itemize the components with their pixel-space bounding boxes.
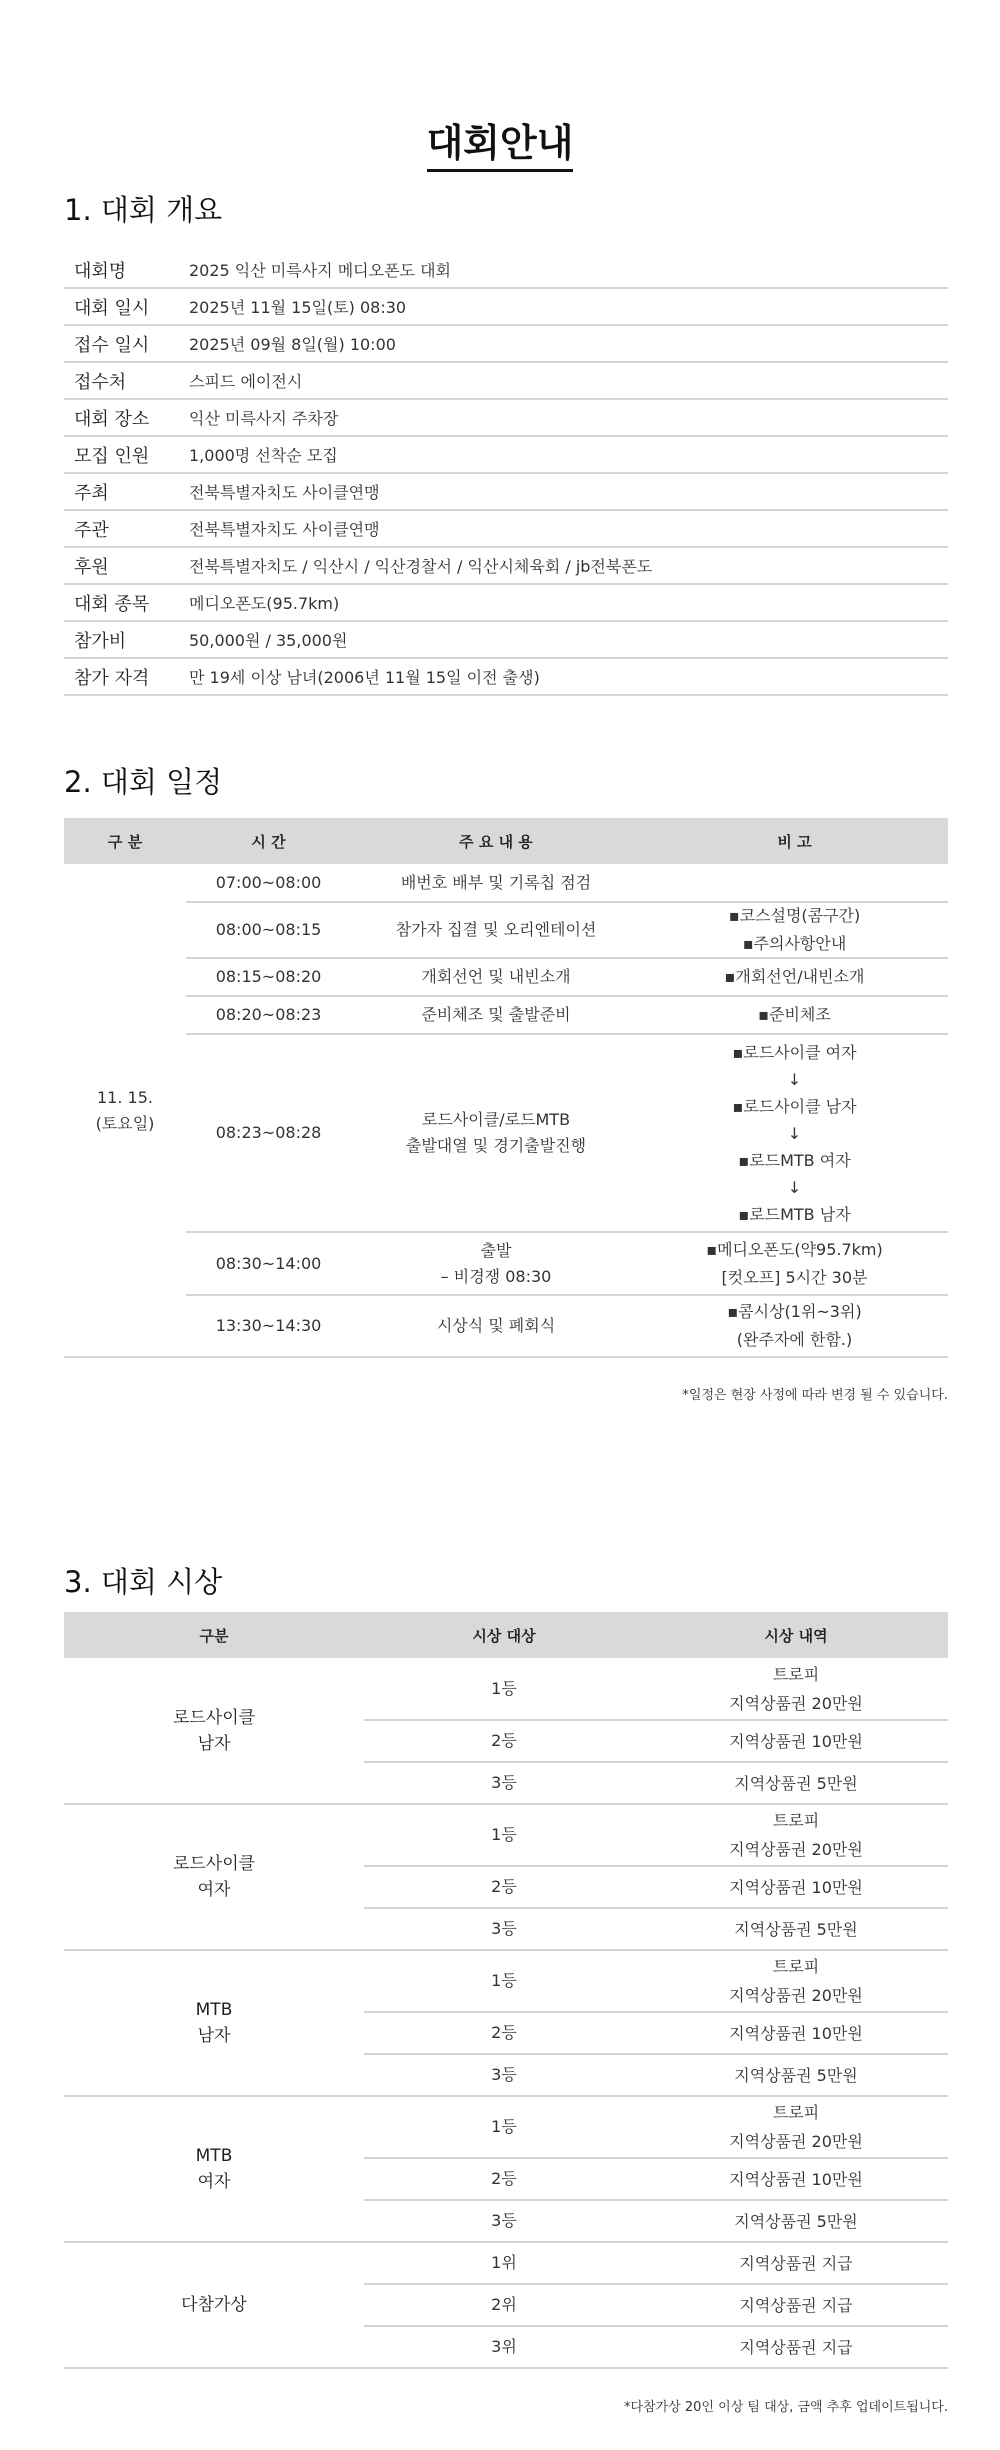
schedule-time: 08:30~14:00	[215, 1253, 322, 1273]
overview-row	[64, 585, 948, 622]
award-category-line: 여자	[197, 2172, 231, 2192]
schedule-content-line: 배번호 배부 및 기록칩 점검	[400, 873, 592, 892]
overview-value: 전북특별자치도 / 익산시 / 익산경찰서 / 익산시체육회 / jb전북폰도	[189, 557, 653, 576]
award-prize	[644, 2158, 948, 2200]
schedule-time: 08:20~08:23	[215, 1005, 322, 1024]
award-category-line: MTB	[195, 2146, 233, 2166]
award-prize	[644, 2012, 948, 2054]
overview-row	[64, 363, 948, 400]
schedule-footnote: *일정은 현장 사정에 따라 변경 될 수 있습니다.	[682, 1388, 948, 1403]
award-prize-line: 트로피	[772, 1665, 820, 1684]
award-prize	[644, 1866, 948, 1908]
section-awards-heading: 3. 대회 시상	[64, 1565, 223, 1599]
overview-table	[64, 252, 948, 696]
award-prize-line: 지역상품권 10만원	[729, 1877, 863, 1897]
schedule-content-line: 개회선언 및 내빈소개	[421, 967, 571, 986]
overview-label: 후원	[74, 556, 109, 578]
award-prize	[644, 1950, 948, 2012]
schedule-content-line: 출발대열 및 경기출발진행	[405, 1136, 587, 1155]
schedule-note-line: ▪주의사항안내	[742, 934, 847, 953]
schedule-content	[351, 902, 641, 958]
schedule-bottom-divider	[64, 1356, 948, 1358]
award-rank: 3등	[491, 2211, 517, 2230]
overview-row	[64, 289, 948, 326]
award-category-line: 남자	[197, 2026, 231, 2046]
overview-value: 스피드 에이전시	[189, 372, 303, 391]
award-category	[64, 2096, 364, 2242]
award-prize-line: 지역상품권 지급	[739, 2253, 853, 2273]
award-rank: 2등	[491, 1877, 517, 1896]
schedule-note	[641, 1295, 948, 1357]
award-prize-line: 지역상품권 10만원	[729, 2023, 863, 2043]
schedule-table-header	[64, 818, 948, 864]
overview-label: 대회명	[74, 260, 127, 282]
overview-label: 대회 장소	[74, 408, 150, 430]
schedule-note-line: ↓	[787, 1123, 802, 1143]
overview-row	[64, 474, 948, 511]
award-rank: 1등	[491, 1679, 517, 1698]
schedule-content-line: 참가자 집결 및 오리엔테이션	[395, 920, 597, 939]
award-category-line: MTB	[195, 2000, 233, 2020]
schedule-note-line: ▪콤시상(1위~3위)	[727, 1302, 862, 1321]
award-prize-line: 트로피	[772, 1957, 820, 1976]
schedule-note	[641, 996, 948, 1034]
award-prize	[644, 2242, 948, 2284]
award-rank: 2등	[491, 2023, 517, 2042]
schedule-note-line: (완주자에 한함.)	[736, 1330, 853, 1349]
award-prize-line: 지역상품권 5만원	[734, 1773, 858, 1793]
award-prize-line: 트로피	[772, 2103, 820, 2122]
overview-label: 주관	[74, 519, 109, 541]
schedule-note-line: ▪로드사이클 남자	[732, 1096, 857, 1116]
award-rank: 1등	[491, 1825, 517, 1844]
schedule-note-line: ▪개회선언/내빈소개	[724, 967, 865, 986]
award-category	[64, 2242, 364, 2368]
overview-value: 만 19세 이상 남녀(2006년 11월 15일 이전 출생)	[189, 668, 540, 687]
award-rank: 3등	[491, 1919, 517, 1938]
schedule-header-content: 주 요 내 용	[459, 832, 533, 851]
award-prize-line: 지역상품권 20만원	[729, 1986, 863, 2005]
schedule-note	[641, 958, 948, 996]
schedule-time: 08:00~08:15	[215, 920, 322, 939]
schedule-content	[351, 958, 641, 996]
overview-row	[64, 659, 948, 696]
schedule-header-category: 구 분	[107, 832, 143, 851]
overview-row	[64, 437, 948, 474]
award-prize-line: 지역상품권 20만원	[729, 1694, 863, 1713]
schedule-time: 08:23~08:28	[215, 1123, 322, 1142]
schedule-note-line: ↓	[787, 1177, 802, 1197]
awards-header-target: 시상 대상	[472, 1626, 536, 1645]
overview-value: 2025년 09월 8일(월) 10:00	[189, 335, 396, 354]
award-prize	[644, 1804, 948, 1866]
schedule-note-line: ▪로드MTB 남자	[738, 1204, 851, 1224]
award-rank: 1위	[491, 2253, 517, 2272]
schedule-note-line: [컷오프] 5시간 30분	[721, 1267, 868, 1287]
award-category-line: 로드사이클	[172, 1708, 256, 1728]
overview-value: 메디오폰도(95.7km)	[189, 594, 340, 613]
schedule-content-line: – 비경쟁 08:30	[440, 1266, 552, 1286]
overview-label: 접수 일시	[74, 334, 150, 356]
overview-label: 대회 종목	[74, 593, 150, 615]
schedule-header-note: 비 고	[777, 832, 812, 851]
overview-value: 50,000원 / 35,000원	[189, 631, 348, 650]
awards-header-prize: 시상 내역	[764, 1626, 828, 1645]
award-rank: 2등	[491, 2169, 517, 2188]
overview-row	[64, 622, 948, 659]
award-category-line: 다참가상	[181, 2295, 247, 2315]
schedule-note	[641, 902, 948, 958]
awards-header-category: 구분	[199, 1626, 229, 1645]
schedule-time: 07:00~08:00	[215, 873, 322, 892]
overview-value: 익산 미륵사지 주차장	[189, 409, 339, 428]
overview-value: 2025 익산 미륵사지 메디오폰도 대회	[189, 261, 451, 280]
award-category	[64, 1804, 364, 1950]
schedule-note-line: ▪로드사이클 여자	[732, 1042, 857, 1062]
overview-label: 참가비	[74, 630, 127, 652]
award-rank: 2등	[491, 1731, 517, 1750]
schedule-content	[351, 864, 641, 902]
schedule-note	[641, 1232, 948, 1295]
award-prize-line: 지역상품권 10만원	[729, 2169, 863, 2189]
award-prize	[644, 1658, 948, 1720]
schedule-content-line: 시상식 및 폐회식	[436, 1316, 556, 1335]
award-category-line: 로드사이클	[172, 1854, 256, 1874]
schedule-content	[351, 996, 641, 1034]
award-prize	[644, 1908, 948, 1950]
schedule-date: 11. 15.	[97, 1087, 153, 1107]
schedule-content-line: 로드사이클/로드MTB	[421, 1110, 571, 1129]
award-prize	[644, 1762, 948, 1804]
award-rank: 3위	[491, 2337, 517, 2356]
schedule-header-time: 시 간	[251, 832, 286, 851]
award-prize-line: 트로피	[772, 1811, 820, 1830]
overview-row	[64, 548, 948, 585]
award-prize-line: 지역상품권 지급	[739, 2295, 853, 2315]
award-prize-line: 지역상품권 지급	[739, 2337, 853, 2357]
schedule-note-line: ↓	[787, 1069, 802, 1089]
overview-row	[64, 326, 948, 363]
award-rank: 3등	[491, 1773, 517, 1792]
award-category	[64, 1950, 364, 2096]
schedule-content-line: 준비체조 및 출발준비	[421, 1005, 571, 1024]
schedule-content	[351, 1232, 641, 1295]
award-prize-line: 지역상품권 5만원	[734, 2065, 858, 2085]
schedule-note-line: ▪메디오폰도(약95.7km)	[706, 1239, 883, 1259]
schedule-note-line: ▪준비체조	[758, 1005, 831, 1024]
overview-value: 1,000명 선착순 모집	[189, 446, 338, 465]
awards-footnote: *다참가상 20인 이상 팀 대상, 금액 추후 업데이트됩니다.	[624, 2400, 948, 2415]
award-category-line: 남자	[197, 1734, 231, 1754]
schedule-note-line: ▪코스설명(콤구간)	[728, 906, 861, 925]
award-prize-line: 지역상품권 5만원	[734, 1919, 858, 1939]
award-category	[64, 1658, 364, 1804]
schedule-time: 13:30~14:30	[215, 1316, 322, 1335]
award-prize	[644, 2200, 948, 2242]
overview-value: 전북특별자치도 사이클연맹	[189, 520, 380, 539]
award-category-line: 여자	[197, 1880, 231, 1900]
overview-value: 전북특별자치도 사이클연맹	[189, 483, 380, 502]
schedule-content	[351, 1034, 641, 1232]
page-title: 대회안내	[0, 112, 1000, 167]
overview-label: 주최	[74, 482, 109, 504]
schedule-note-line: ▪로드MTB 여자	[738, 1150, 851, 1170]
award-rank: 1등	[491, 1971, 517, 1990]
overview-value: 2025년 11월 15일(토) 08:30	[189, 298, 407, 317]
award-rank: 2위	[491, 2295, 517, 2314]
overview-label: 접수처	[74, 371, 127, 393]
award-prize	[644, 2054, 948, 2096]
section-schedule-heading: 2. 대회 일정	[64, 765, 223, 799]
awards-table-header	[64, 1612, 948, 1658]
award-prize	[644, 2096, 948, 2158]
award-prize	[644, 2326, 948, 2368]
overview-row	[64, 400, 948, 437]
award-prize	[644, 1720, 948, 1762]
award-group-divider	[64, 2367, 948, 2369]
schedule-date-cell	[64, 864, 186, 1357]
award-rank: 1등	[491, 2117, 517, 2136]
section-overview-heading: 1. 대회 개요	[64, 193, 223, 227]
schedule-day: (토요일)	[95, 1113, 155, 1133]
award-prize-line: 지역상품권 5만원	[734, 2211, 858, 2231]
overview-row	[64, 252, 948, 289]
schedule-note	[641, 864, 948, 902]
award-prize-line: 지역상품권 10만원	[729, 1731, 863, 1751]
award-rank: 3등	[491, 2065, 517, 2084]
award-prize	[644, 2284, 948, 2326]
schedule-time: 08:15~08:20	[215, 967, 322, 986]
overview-label: 모집 인원	[74, 445, 150, 467]
award-prize-line: 지역상품권 20만원	[729, 1840, 863, 1859]
overview-row	[64, 511, 948, 548]
award-prize-line: 지역상품권 20만원	[729, 2132, 863, 2151]
schedule-content-line: 출발	[480, 1240, 512, 1260]
schedule-note	[641, 1034, 948, 1232]
schedule-content	[351, 1295, 641, 1357]
overview-label: 대회 일시	[74, 297, 150, 319]
overview-label: 참가 자격	[74, 667, 150, 689]
